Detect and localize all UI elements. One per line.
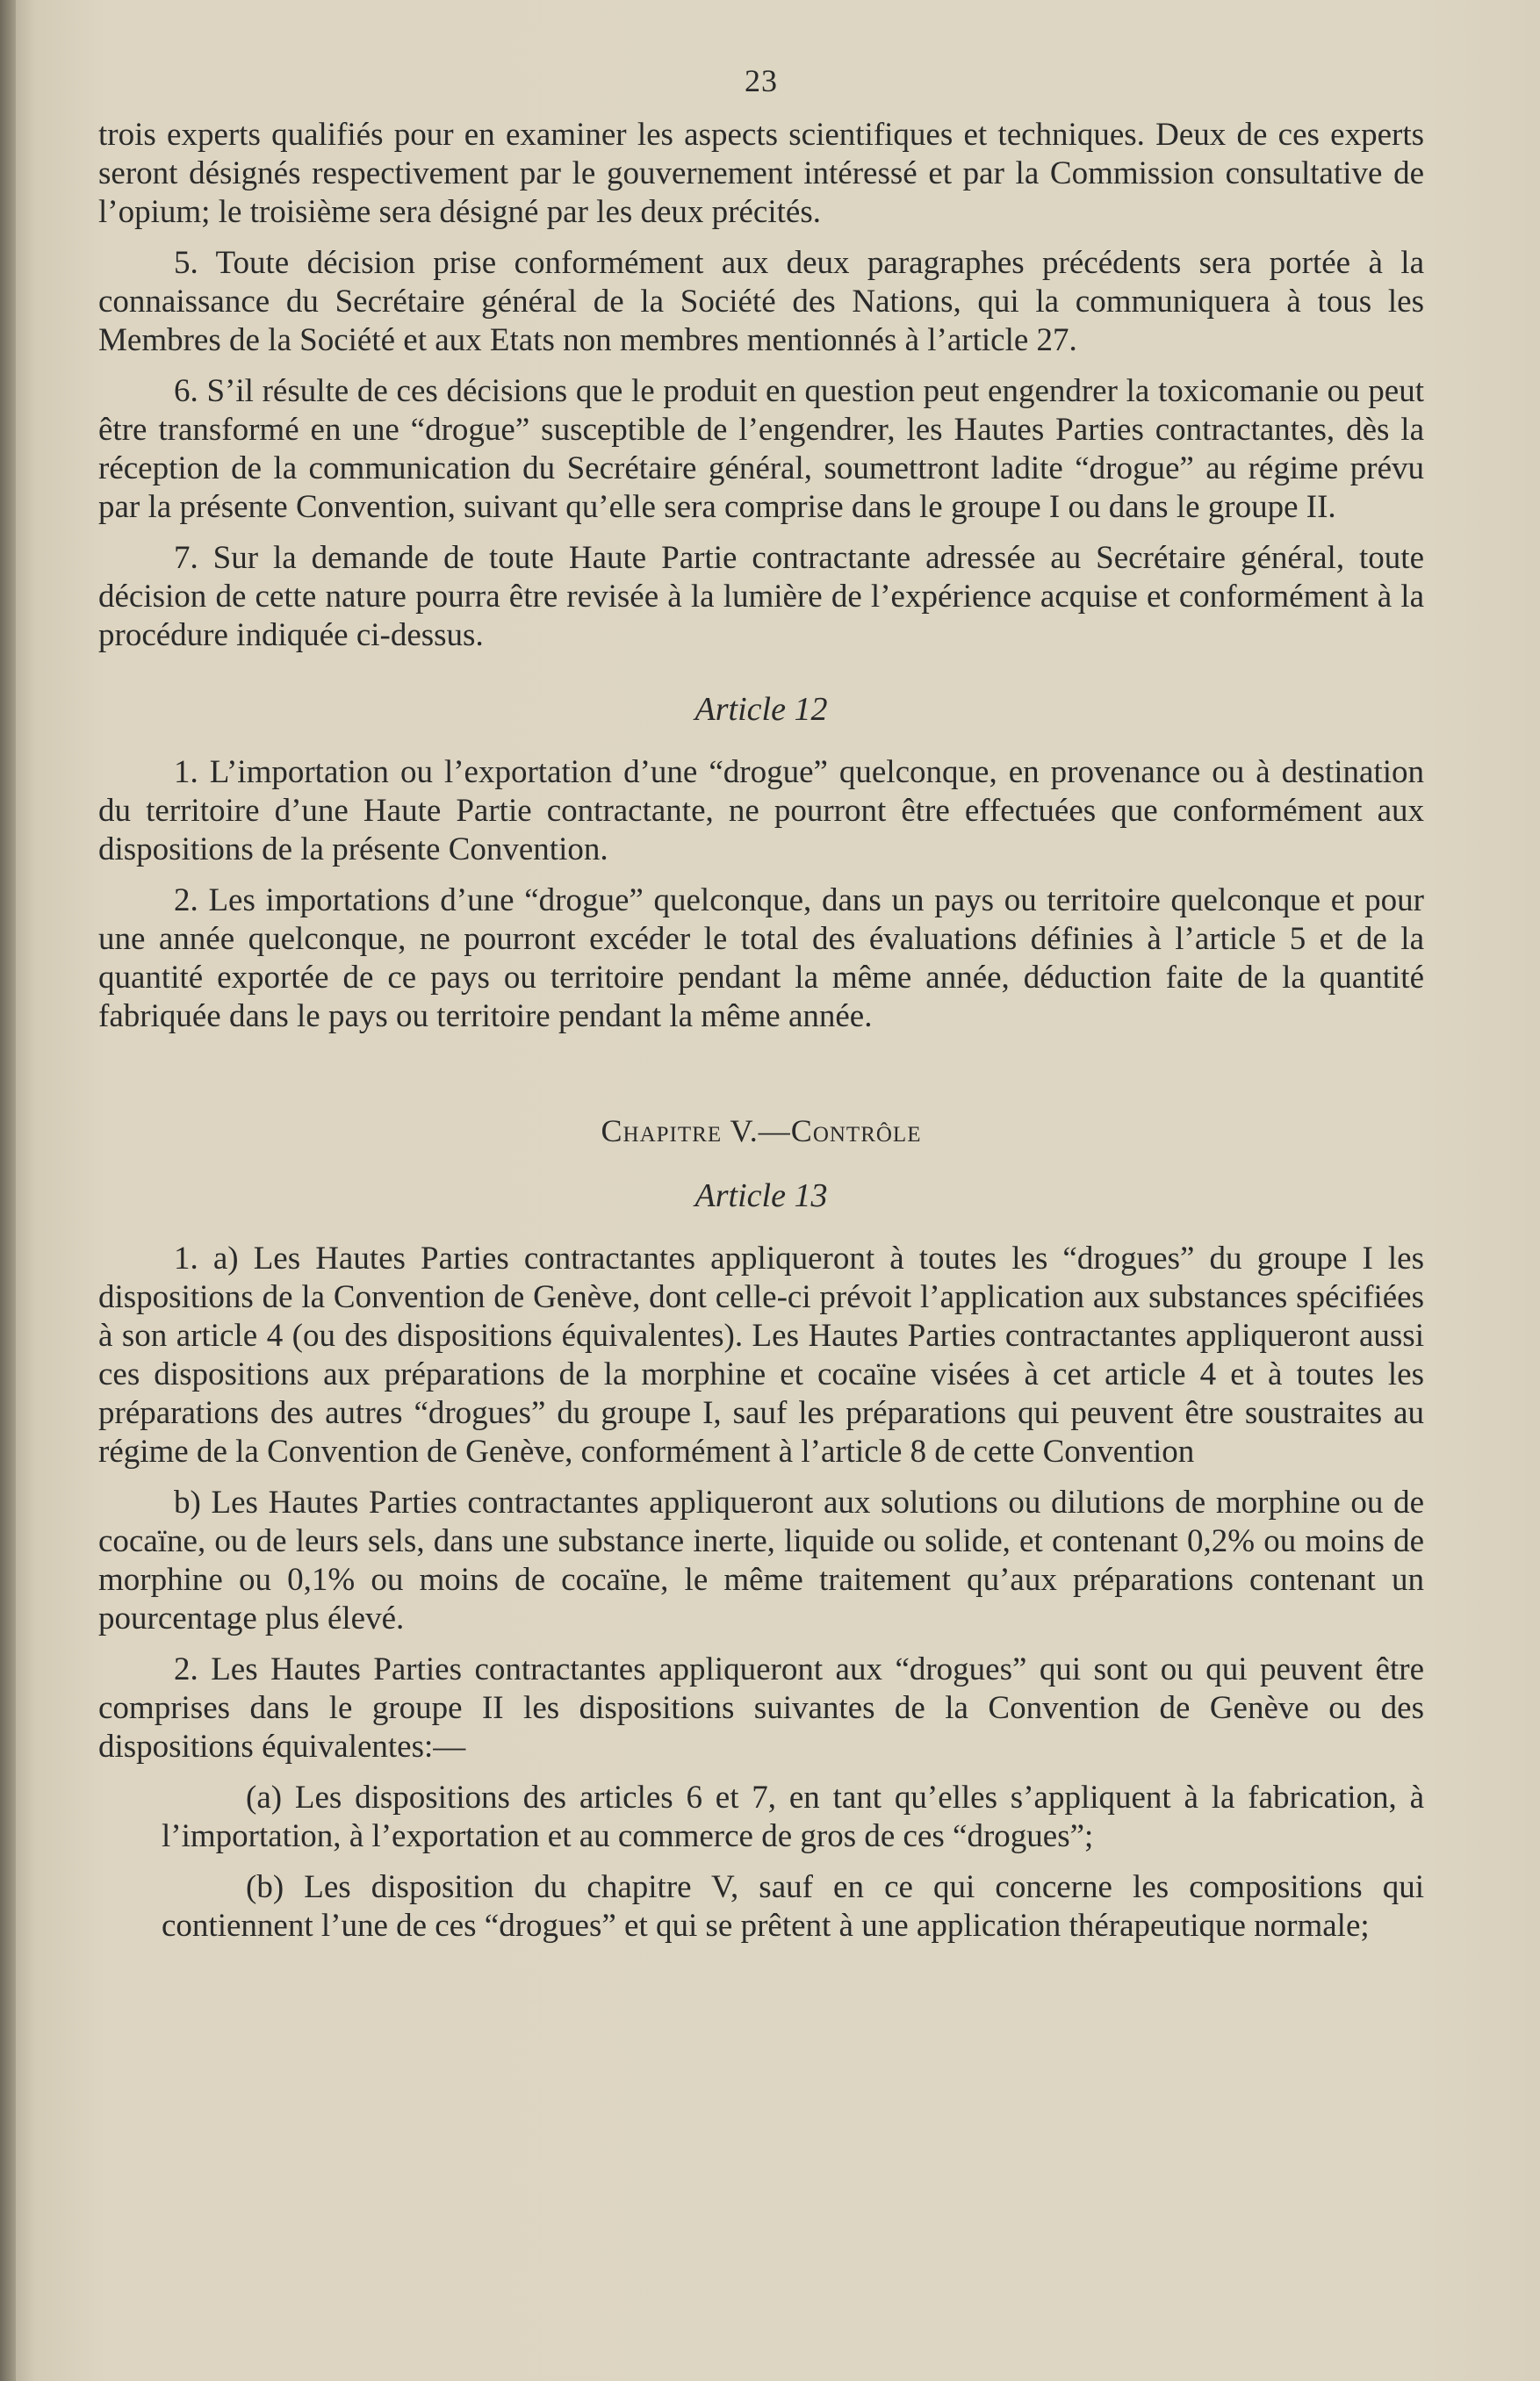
chapter-heading: Chapitre V.—Contrôle bbox=[601, 1113, 922, 1148]
article-12-heading: Article 12 bbox=[694, 691, 828, 728]
paragraph-5: 5. Toute décision prise conformément aux deux paragraphes précédents sera portée à la connaissance du Secrétaire général de la Société des Nations, qui la communiquera à tous les Membres de la Société et aux Etats non membres mentionnés à l’article 27. bbox=[98, 245, 1424, 358]
article-12-paragraph-2: 2. Les importations d’une “drogue” quelconque, dans un pays ou territoire quelconque et pour une année quelconque, ne pourront excéder le total des évaluations définies à l’article 5 et de la quantité exportée de ce pays ou territoire pendant la même année, déduction faite de la quantité fabriquée dans le pays ou territoire pendant la même année. bbox=[98, 882, 1424, 1034]
article-13-paragraph-2a: (a) Les dispositions des articles 6 et 7, en tant qu’elles s’appliquent à la fabrication, à l’importation, à l’exportation et au commerce de gros de ces “drogues”; bbox=[162, 1780, 1424, 1854]
paragraph-6: 6. S’il résulte de ces décisions que le produit en question peut engendrer la toxicomanie ou peut être transformé en une “drogue” susceptible de l’engendrer, les Hautes Parties contractantes, dès la réception de la communication du Secrétaire général, soumettront ladite “drogue” au régime prévu par la présente Convention, suivant qu’elle sera comprise dans le groupe I ou dans le groupe II. bbox=[98, 373, 1424, 525]
article-13-paragraph-2: 2. Les Hautes Parties contractantes appliqueront aux “drogues” qui sont ou qui peuvent être comprises dans le groupe II les dispositions suivantes de la Convention de Genève ou des dispositions équivalentes:— bbox=[98, 1651, 1424, 1765]
article-13-paragraph-2b: (b) Les disposition du chapitre V, sauf en ce qui concerne les compositions qui contiennent l’une de ces “drogues” et qui se prêtent à une application thérapeutique normale; bbox=[162, 1869, 1424, 1944]
paragraph-continuation: trois experts qualifiés pour en examiner les aspects scientifiques et techniques. Deux de ces experts seront désignés respectivement par le gouvernement intéressé et par la Commission consultative de l’opium; le troisième sera désigné par les deux précités. bbox=[98, 117, 1424, 230]
article-13-paragraph-1a: 1. a) Les Hautes Parties contractantes appliqueront à toutes les “drogues” du groupe I les dispositions de la Convention de Genève, dont celle-ci prévoit l’application aux substances spécifiées à son article 4 (ou des dispositions équivalentes). Les Hautes Parties contractantes appliqueront aussi ces dispositions aux préparations de la morphine et cocaïne visées à cet article 4 et à toutes les préparations des autres “drogues” du groupe I, sauf les préparations qui peuvent être soustraites au régime de la Convention de Genève, conformément à l’article 8 de cette Convention bbox=[98, 1241, 1424, 1470]
page-number: 23 bbox=[745, 63, 778, 98]
book-spine-shadow bbox=[0, 0, 16, 2381]
page-content bbox=[98, 61, 1424, 1958]
article-12-paragraph-1: 1. L’importation ou l’exportation d’une “drogue” quelconque, en provenance ou à destination du territoire d’une Haute Partie contractante, ne pourront être effectuées que conformément aux dispositions de la présente Convention. bbox=[98, 754, 1424, 867]
article-13-heading: Article 13 bbox=[694, 1177, 828, 1214]
article-13-paragraph-1b: b) Les Hautes Parties contractantes appliqueront aux solutions ou dilutions de morphine ou de cocaïne, ou de leurs sels, dans une substance inerte, liquide ou solide, et contenant 0,2% ou moins de morphine ou 0,1% ou moins de cocaïne, le même traitement qu’aux préparations contenant un pourcentage plus élevé. bbox=[98, 1485, 1424, 1636]
paragraph-7: 7. Sur la demande de toute Haute Partie contractante adressée au Secrétaire général, toute décision de cette nature pourra être revisée à la lumière de l’expérience acquise et conformément à la procédure indiquée ci-dessus. bbox=[98, 540, 1424, 653]
